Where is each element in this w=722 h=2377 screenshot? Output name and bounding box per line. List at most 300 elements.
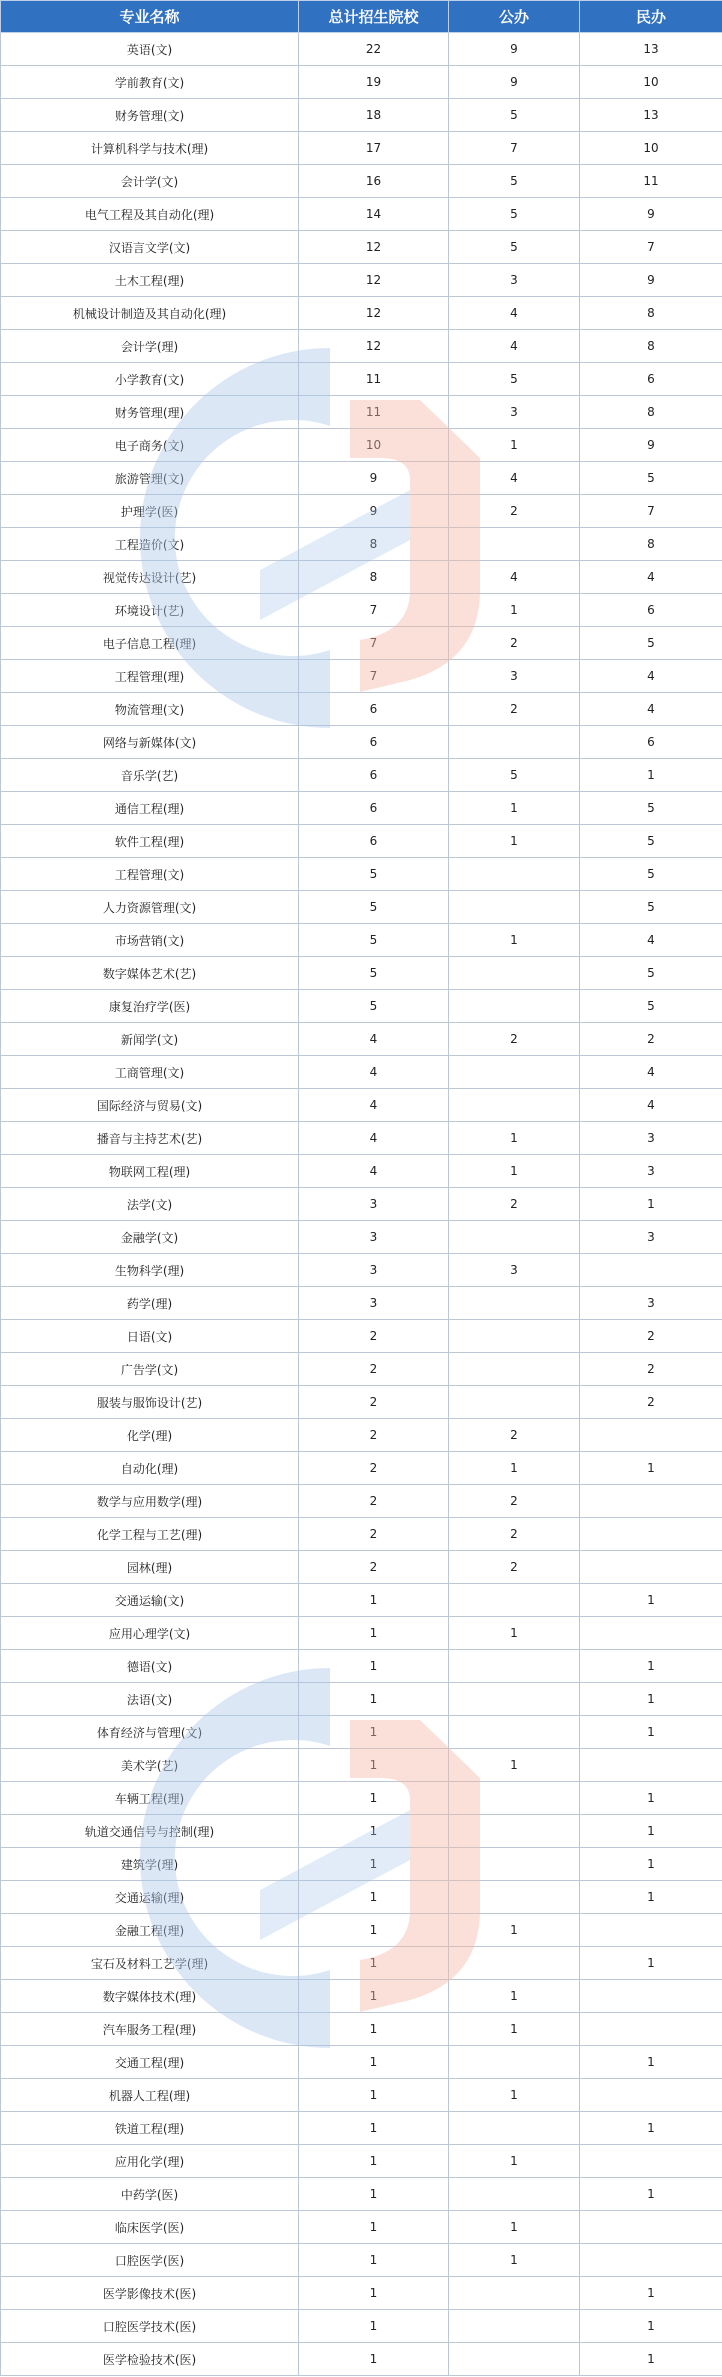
cell-major-name: 环境设计(艺) [1, 594, 299, 627]
cell-major-name: 软件工程(理) [1, 825, 299, 858]
cell-total-schools: 6 [299, 825, 449, 858]
cell-private: 1 [580, 2277, 722, 2310]
cell-private: 8 [580, 396, 722, 429]
cell-major-name: 交通运输(理) [1, 1881, 299, 1914]
cell-major-name: 化学工程与工艺(理) [1, 1518, 299, 1551]
table-row [1, 2112, 722, 2145]
cell-private: 10 [580, 132, 722, 165]
cell-public: 1 [449, 1617, 580, 1650]
cell-private: 1 [580, 2343, 722, 2376]
table-row [1, 495, 722, 528]
cell-public: 2 [449, 495, 580, 528]
table-row [1, 726, 722, 759]
cell-private: 4 [580, 1089, 722, 1122]
cell-private: 6 [580, 726, 722, 759]
cell-public [449, 1947, 580, 1980]
cell-private: 1 [580, 2178, 722, 2211]
table-row [1, 2310, 722, 2343]
cell-public [449, 2343, 580, 2376]
cell-major-name: 轨道交通信号与控制(理) [1, 1815, 299, 1848]
table-row [1, 2277, 722, 2310]
cell-total-schools: 1 [299, 1584, 449, 1617]
cell-public: 5 [449, 759, 580, 792]
cell-major-name: 物联网工程(理) [1, 1155, 299, 1188]
cell-public: 1 [449, 2244, 580, 2277]
cell-public: 2 [449, 1485, 580, 1518]
cell-private: 3 [580, 1287, 722, 1320]
cell-major-name: 数学与应用数学(理) [1, 1485, 299, 1518]
cell-total-schools: 4 [299, 1056, 449, 1089]
cell-total-schools: 4 [299, 1155, 449, 1188]
cell-total-schools: 1 [299, 2079, 449, 2112]
cell-private: 5 [580, 462, 722, 495]
cell-major-name: 土木工程(理) [1, 264, 299, 297]
cell-private: 1 [580, 1683, 722, 1716]
cell-private [580, 1254, 722, 1287]
cell-total-schools: 1 [299, 2145, 449, 2178]
cell-major-name: 视觉传达设计(艺) [1, 561, 299, 594]
cell-major-name: 市场营销(文) [1, 924, 299, 957]
cell-total-schools: 1 [299, 1650, 449, 1683]
table-row [1, 891, 722, 924]
cell-public [449, 1056, 580, 1089]
cell-total-schools: 7 [299, 660, 449, 693]
cell-major-name: 电气工程及其自动化(理) [1, 198, 299, 231]
cell-public: 3 [449, 264, 580, 297]
table-row [1, 1221, 722, 1254]
cell-total-schools: 9 [299, 462, 449, 495]
cell-private: 4 [580, 1056, 722, 1089]
table-row [1, 1056, 722, 1089]
cell-major-name: 工商管理(文) [1, 1056, 299, 1089]
cell-major-name: 汽车服务工程(理) [1, 2013, 299, 2046]
table-row [1, 2211, 722, 2244]
cell-private [580, 1617, 722, 1650]
cell-public: 2 [449, 1518, 580, 1551]
cell-private: 1 [580, 2112, 722, 2145]
table-header-row [1, 1, 722, 33]
cell-public [449, 1386, 580, 1419]
cell-major-name: 德语(文) [1, 1650, 299, 1683]
cell-private: 1 [580, 1881, 722, 1914]
cell-private: 3 [580, 1122, 722, 1155]
cell-total-schools: 7 [299, 627, 449, 660]
cell-private: 4 [580, 924, 722, 957]
table-row [1, 1584, 722, 1617]
cell-major-name: 工程造价(文) [1, 528, 299, 561]
cell-total-schools: 1 [299, 1683, 449, 1716]
table-row [1, 792, 722, 825]
cell-public: 2 [449, 1551, 580, 1584]
table-row [1, 297, 722, 330]
cell-total-schools: 9 [299, 495, 449, 528]
table-row [1, 1650, 722, 1683]
table-row [1, 1782, 722, 1815]
table-row [1, 825, 722, 858]
cell-total-schools: 17 [299, 132, 449, 165]
cell-total-schools: 5 [299, 924, 449, 957]
cell-private: 1 [580, 1815, 722, 1848]
cell-major-name: 新闻学(文) [1, 1023, 299, 1056]
cell-private: 1 [580, 2046, 722, 2079]
table-row [1, 957, 722, 990]
cell-major-name: 小学教育(文) [1, 363, 299, 396]
cell-total-schools: 1 [299, 2046, 449, 2079]
table-row [1, 1386, 722, 1419]
cell-public [449, 1650, 580, 1683]
cell-private: 9 [580, 264, 722, 297]
cell-public: 1 [449, 1749, 580, 1782]
cell-private: 5 [580, 627, 722, 660]
cell-major-name: 交通运输(文) [1, 1584, 299, 1617]
cell-total-schools: 4 [299, 1023, 449, 1056]
cell-total-schools: 2 [299, 1320, 449, 1353]
cell-major-name: 生物科学(理) [1, 1254, 299, 1287]
cell-public [449, 726, 580, 759]
cell-public: 1 [449, 1122, 580, 1155]
cell-private: 8 [580, 528, 722, 561]
cell-private: 5 [580, 825, 722, 858]
cell-private: 5 [580, 957, 722, 990]
cell-major-name: 音乐学(艺) [1, 759, 299, 792]
cell-private: 1 [580, 1947, 722, 1980]
cell-public: 2 [449, 1419, 580, 1452]
cell-total-schools: 1 [299, 1815, 449, 1848]
cell-total-schools: 1 [299, 2178, 449, 2211]
table-row [1, 1617, 722, 1650]
cell-major-name: 数字媒体技术(理) [1, 1980, 299, 2013]
cell-public [449, 1584, 580, 1617]
cell-public: 1 [449, 429, 580, 462]
cell-public: 1 [449, 1914, 580, 1947]
table-row [1, 1419, 722, 1452]
cell-total-schools: 1 [299, 1848, 449, 1881]
cell-private: 1 [580, 1848, 722, 1881]
cell-public: 1 [449, 792, 580, 825]
cell-public: 2 [449, 627, 580, 660]
cell-total-schools: 5 [299, 858, 449, 891]
cell-major-name: 广告学(文) [1, 1353, 299, 1386]
cell-major-name: 园林(理) [1, 1551, 299, 1584]
table-row [1, 165, 722, 198]
cell-total-schools: 1 [299, 2343, 449, 2376]
cell-public: 1 [449, 2211, 580, 2244]
cell-major-name: 康复治疗学(医) [1, 990, 299, 1023]
cell-major-name: 医学影像技术(医) [1, 2277, 299, 2310]
cell-public [449, 2277, 580, 2310]
cell-public [449, 1683, 580, 1716]
table-row [1, 132, 722, 165]
cell-total-schools: 1 [299, 1914, 449, 1947]
cell-public: 1 [449, 2013, 580, 2046]
cell-total-schools: 1 [299, 1782, 449, 1815]
cell-total-schools: 2 [299, 1419, 449, 1452]
cell-major-name: 通信工程(理) [1, 792, 299, 825]
cell-public: 4 [449, 330, 580, 363]
cell-total-schools: 6 [299, 792, 449, 825]
cell-total-schools: 12 [299, 297, 449, 330]
table-row [1, 858, 722, 891]
cell-public [449, 1353, 580, 1386]
table-row [1, 990, 722, 1023]
cell-private: 2 [580, 1386, 722, 1419]
table-row [1, 429, 722, 462]
cell-major-name: 口腔医学(医) [1, 2244, 299, 2277]
cell-private: 2 [580, 1320, 722, 1353]
table-row [1, 594, 722, 627]
cell-private: 4 [580, 660, 722, 693]
table-row [1, 1914, 722, 1947]
table-row [1, 1980, 722, 2013]
cell-total-schools: 12 [299, 330, 449, 363]
cell-private [580, 2244, 722, 2277]
cell-public: 2 [449, 1023, 580, 1056]
cell-total-schools: 6 [299, 726, 449, 759]
cell-major-name: 财务管理(理) [1, 396, 299, 429]
table-row [1, 1023, 722, 1056]
cell-total-schools: 10 [299, 429, 449, 462]
table-row [1, 561, 722, 594]
cell-total-schools: 3 [299, 1287, 449, 1320]
cell-public [449, 990, 580, 1023]
cell-major-name: 会计学(理) [1, 330, 299, 363]
cell-total-schools: 1 [299, 2277, 449, 2310]
cell-private: 13 [580, 99, 722, 132]
cell-total-schools: 11 [299, 363, 449, 396]
cell-major-name: 旅游管理(文) [1, 462, 299, 495]
cell-public [449, 528, 580, 561]
table-row [1, 231, 722, 264]
cell-private [580, 2079, 722, 2112]
cell-total-schools: 6 [299, 759, 449, 792]
cell-private: 11 [580, 165, 722, 198]
cell-public: 1 [449, 594, 580, 627]
header-major-name: 专业名称 [1, 1, 299, 33]
cell-total-schools: 4 [299, 1122, 449, 1155]
cell-total-schools: 1 [299, 2310, 449, 2343]
cell-private: 5 [580, 891, 722, 924]
cell-total-schools: 4 [299, 1089, 449, 1122]
cell-total-schools: 22 [299, 33, 449, 66]
cell-private: 5 [580, 858, 722, 891]
table-row [1, 2046, 722, 2079]
cell-public: 1 [449, 1155, 580, 1188]
cell-major-name: 国际经济与贸易(文) [1, 1089, 299, 1122]
cell-total-schools: 3 [299, 1254, 449, 1287]
cell-private [580, 1749, 722, 1782]
cell-private: 9 [580, 429, 722, 462]
cell-public [449, 2046, 580, 2079]
cell-public [449, 2112, 580, 2145]
table-row [1, 1188, 722, 1221]
cell-public: 1 [449, 825, 580, 858]
table-row [1, 198, 722, 231]
cell-major-name: 数字媒体艺术(艺) [1, 957, 299, 990]
cell-total-schools: 1 [299, 2244, 449, 2277]
cell-private: 8 [580, 297, 722, 330]
table-row [1, 1254, 722, 1287]
header-total-schools: 总计招生院校 [299, 1, 449, 33]
cell-public: 3 [449, 1254, 580, 1287]
table-row [1, 1122, 722, 1155]
cell-major-name: 日语(文) [1, 1320, 299, 1353]
table-row [1, 2343, 722, 2376]
cell-major-name: 网络与新媒体(文) [1, 726, 299, 759]
table-row [1, 1716, 722, 1749]
cell-private [580, 1980, 722, 2013]
table-body [1, 33, 722, 2376]
cell-private: 7 [580, 495, 722, 528]
cell-total-schools: 8 [299, 528, 449, 561]
cell-major-name: 金融工程(理) [1, 1914, 299, 1947]
cell-public: 9 [449, 66, 580, 99]
table-row [1, 693, 722, 726]
cell-private: 3 [580, 1155, 722, 1188]
cell-major-name: 中药学(医) [1, 2178, 299, 2211]
cell-public [449, 957, 580, 990]
cell-private: 1 [580, 1650, 722, 1683]
cell-private: 5 [580, 990, 722, 1023]
cell-private: 2 [580, 1353, 722, 1386]
table-row [1, 1551, 722, 1584]
cell-major-name: 建筑学(理) [1, 1848, 299, 1881]
cell-private [580, 2013, 722, 2046]
cell-public [449, 858, 580, 891]
cell-public: 4 [449, 561, 580, 594]
table-row [1, 1881, 722, 1914]
table-row [1, 363, 722, 396]
cell-major-name: 药学(理) [1, 1287, 299, 1320]
cell-total-schools: 7 [299, 594, 449, 627]
cell-total-schools: 2 [299, 1518, 449, 1551]
cell-private: 6 [580, 363, 722, 396]
cell-major-name: 工程管理(文) [1, 858, 299, 891]
header-private: 民办 [580, 1, 722, 33]
cell-total-schools: 16 [299, 165, 449, 198]
cell-major-name: 法学(文) [1, 1188, 299, 1221]
cell-major-name: 法语(文) [1, 1683, 299, 1716]
cell-major-name: 交通工程(理) [1, 2046, 299, 2079]
cell-major-name: 工程管理(理) [1, 660, 299, 693]
table-row [1, 528, 722, 561]
table-row [1, 759, 722, 792]
cell-total-schools: 3 [299, 1221, 449, 1254]
cell-major-name: 会计学(文) [1, 165, 299, 198]
cell-major-name: 播音与主持艺术(艺) [1, 1122, 299, 1155]
cell-private: 1 [580, 2310, 722, 2343]
table-row [1, 1518, 722, 1551]
cell-total-schools: 19 [299, 66, 449, 99]
cell-public: 3 [449, 660, 580, 693]
cell-total-schools: 1 [299, 1749, 449, 1782]
cell-major-name: 汉语言文学(文) [1, 231, 299, 264]
table-row [1, 1155, 722, 1188]
cell-total-schools: 5 [299, 891, 449, 924]
cell-public [449, 1089, 580, 1122]
cell-private: 4 [580, 561, 722, 594]
cell-public: 2 [449, 1188, 580, 1221]
cell-total-schools: 1 [299, 2013, 449, 2046]
cell-total-schools: 1 [299, 1980, 449, 2013]
cell-public: 4 [449, 297, 580, 330]
cell-public: 2 [449, 693, 580, 726]
cell-total-schools: 18 [299, 99, 449, 132]
cell-major-name: 口腔医学技术(医) [1, 2310, 299, 2343]
cell-total-schools: 2 [299, 1551, 449, 1584]
cell-total-schools: 1 [299, 2112, 449, 2145]
cell-public: 7 [449, 132, 580, 165]
cell-private: 6 [580, 594, 722, 627]
table-row [1, 1287, 722, 1320]
cell-private [580, 1914, 722, 1947]
cell-total-schools: 3 [299, 1188, 449, 1221]
cell-private: 3 [580, 1221, 722, 1254]
table-row [1, 2244, 722, 2277]
cell-major-name: 服装与服饰设计(艺) [1, 1386, 299, 1419]
cell-major-name: 化学(理) [1, 1419, 299, 1452]
cell-public [449, 1320, 580, 1353]
cell-private: 1 [580, 1716, 722, 1749]
cell-public [449, 2178, 580, 2211]
cell-private: 10 [580, 66, 722, 99]
cell-private: 5 [580, 792, 722, 825]
cell-public [449, 1287, 580, 1320]
cell-private: 7 [580, 231, 722, 264]
cell-public [449, 1848, 580, 1881]
table-row [1, 330, 722, 363]
table-row [1, 1353, 722, 1386]
table-row [1, 2013, 722, 2046]
cell-total-schools: 5 [299, 957, 449, 990]
cell-major-name: 机器人工程(理) [1, 2079, 299, 2112]
table-row [1, 33, 722, 66]
cell-private [580, 1518, 722, 1551]
cell-private: 2 [580, 1023, 722, 1056]
cell-major-name: 应用心理学(文) [1, 1617, 299, 1650]
cell-public: 1 [449, 1980, 580, 2013]
cell-major-name: 电子商务(文) [1, 429, 299, 462]
cell-total-schools: 8 [299, 561, 449, 594]
table-row [1, 462, 722, 495]
cell-private: 1 [580, 1188, 722, 1221]
cell-major-name: 自动化(理) [1, 1452, 299, 1485]
cell-total-schools: 2 [299, 1452, 449, 1485]
cell-public: 1 [449, 2079, 580, 2112]
cell-major-name: 物流管理(文) [1, 693, 299, 726]
cell-major-name: 美术学(艺) [1, 1749, 299, 1782]
cell-public: 5 [449, 165, 580, 198]
cell-private: 1 [580, 1782, 722, 1815]
cell-public [449, 1782, 580, 1815]
cell-total-schools: 1 [299, 1617, 449, 1650]
cell-major-name: 宝石及材料工艺学(理) [1, 1947, 299, 1980]
cell-major-name: 铁道工程(理) [1, 2112, 299, 2145]
cell-public: 5 [449, 231, 580, 264]
cell-public [449, 1881, 580, 1914]
table-row [1, 1320, 722, 1353]
table-row [1, 1452, 722, 1485]
header-public: 公办 [449, 1, 580, 33]
cell-total-schools: 5 [299, 990, 449, 1023]
cell-total-schools: 2 [299, 1485, 449, 1518]
table-row [1, 1815, 722, 1848]
table-row [1, 1485, 722, 1518]
cell-private [580, 1419, 722, 1452]
table-row [1, 2145, 722, 2178]
cell-major-name: 英语(文) [1, 33, 299, 66]
cell-total-schools: 12 [299, 231, 449, 264]
cell-public: 9 [449, 33, 580, 66]
